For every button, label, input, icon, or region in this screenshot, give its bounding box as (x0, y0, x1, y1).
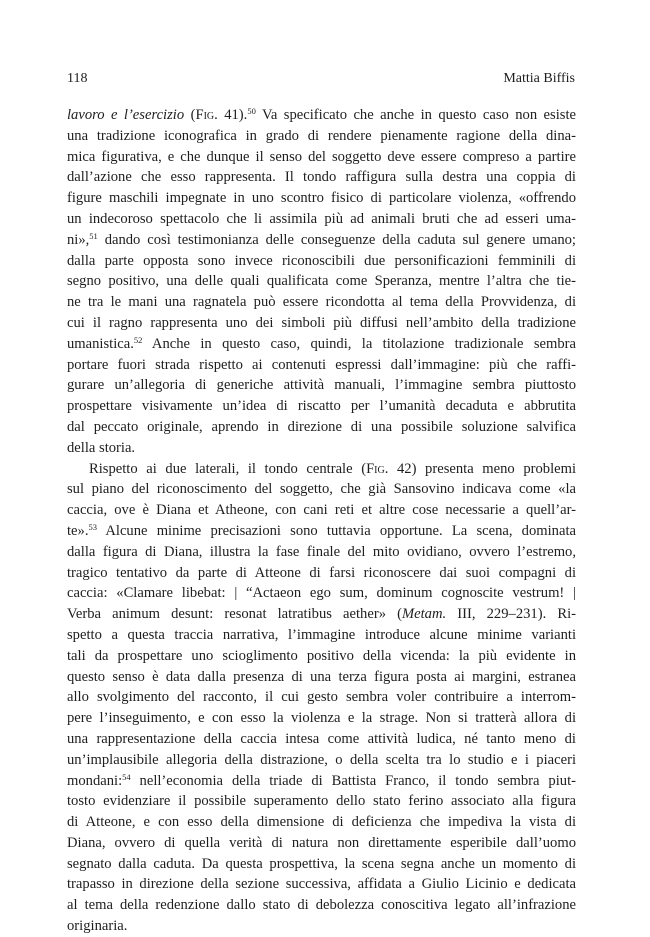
text-line (67, 833, 576, 854)
text-run: cui il ragno rappresenta uno dei simboli più diffusi nell’ambito della tradizione (67, 314, 576, 331)
text-line (67, 479, 576, 500)
text-line (67, 105, 576, 126)
text-run: III, 229–231). Ri- (446, 606, 576, 623)
italic-text: lavoro e l’esercizio (67, 107, 185, 123)
text-run: dalla figura di Diana, illustra la fase finale del mito ovidiano, ovvero l’estremo, (67, 543, 576, 560)
text-line (67, 230, 576, 251)
text-run: dall’azione che esso rappresenta. Il tondo raffigura sulla destra una coppia di (67, 169, 576, 186)
text-run: tali da prospettare uno scioglimento positivo della vicenda: la più evidente in (67, 647, 576, 664)
running-head-author: Mattia Biffis (503, 71, 575, 86)
footnote-marker: 54 (122, 771, 131, 782)
text-line (67, 563, 576, 584)
text-line (67, 521, 576, 542)
text-run: sul piano del riconoscimento del soggetto, che già Sansovino indicava come «la (67, 481, 576, 498)
text-run: trapasso in direzione della sezione successiva, affidata a Giulio Licinio e dedicata (67, 876, 576, 893)
footnote-marker: 51 (89, 230, 98, 241)
text-run: umanistica. (67, 335, 134, 352)
text-line (67, 729, 576, 750)
text-run: Rispetto ai due laterali, il tondo centrale ( (89, 460, 367, 477)
paragraph (67, 459, 576, 937)
text-run: segno positivo, una delle quali qualificata come Speranza, mentre l’altra che tie- (67, 273, 576, 290)
text-line (67, 375, 576, 396)
text-line (67, 750, 576, 771)
text-run: caccia, ove è Diana et Atheone, con cani reti et altre cose necessarie a quell’ar- (67, 502, 576, 519)
text-line (67, 355, 576, 376)
text-line (67, 812, 576, 833)
footnote-marker: 52 (133, 334, 143, 345)
text-run: della storia. (67, 439, 136, 456)
text-line (67, 167, 576, 188)
text-run: allo svolgimento del racconto, il cui gesto sembra voler contribuire a interrom- (67, 689, 576, 706)
body-text (67, 105, 576, 937)
text-run: di Atteone, e con esso della dimensione di deficienza che impediva la vista di (67, 814, 576, 831)
text-run: mica figurativa, e che dunque il senso del soggetto deve essere compreso a partire (67, 148, 576, 165)
text-line (67, 687, 576, 708)
footnote-marker: 50 (247, 106, 256, 116)
footnote-marker: 53 (88, 521, 97, 532)
italic-text: Metam. (401, 606, 447, 623)
text-line (67, 396, 576, 417)
text-line (67, 916, 576, 937)
text-run: questo senso è data dalla presenza di una terza figura posta ai margini, estranea (67, 668, 576, 685)
text-run: prospettare visivamente un’idea di riscatto per l’umanità decaduta e abbrutita (67, 398, 576, 415)
text-line (67, 625, 576, 646)
text-line (67, 583, 576, 604)
text-run: originaria. (67, 918, 128, 935)
text-line (67, 604, 576, 625)
text-run: spetto a questa traccia narrativa, l’immagine introduce alcune minime varianti (67, 626, 576, 643)
text-run: dalla parte opposta sono invece riconoscibili due personificazioni femminili di (67, 252, 576, 269)
text-line (67, 791, 576, 812)
text-line (67, 854, 576, 875)
text-run: dal peccato originale, aprendo in direzione di una possibile soluzione salvifica (67, 418, 576, 435)
text-run: Diana, ovvero di quella verità di natura non direttamente esperibile dall’uomo (67, 834, 576, 851)
text-run: mondani: (67, 772, 123, 789)
text-run: gurare un’allegoria di generiche attività manuali, l’immagine sembra piuttosto (67, 377, 576, 394)
text-run: nell’economia della triade di Battista Franco, il tondo sembra piut- (130, 772, 576, 789)
text-line (67, 209, 576, 230)
text-run: tosto evidenziare il possibile superamento dello stato ferino associato alla figura (67, 793, 576, 810)
text-line (67, 667, 576, 688)
text-run: Anche in questo caso, quindi, la titolazione tradizionale sembra (142, 335, 576, 352)
text-line (67, 334, 576, 355)
text-run: portare fuori strada rispetto ai contenuti espressi dall’immagine: più che raffi- (67, 356, 576, 373)
text-run: Va specificato che anche in questo caso non esiste (255, 107, 576, 123)
text-run: tragico tentativo da parte di Atteone di farsi riconoscere dai suoi compagni di (67, 564, 576, 581)
figure-reference: Fig. (366, 460, 389, 477)
text-line (67, 188, 576, 209)
text-run: figure maschili impegnate in uno scontro fisico di particolare violenza, «offrendo (67, 190, 576, 207)
text-run: Verba animum desunt: resonat latratibus aether» ( (67, 606, 402, 623)
text-run: una rappresentazione della caccia intesa come attività ludica, né tanto meno di (67, 730, 576, 747)
text-run: al tema della redenzione dallo stato di debolezza conoscitiva legato all’infrazione (67, 897, 576, 914)
paragraph (67, 105, 576, 459)
text-run: 41). (217, 107, 248, 123)
text-run: ne tra le mani una ragnatela può essere ricondotta al tema della Provvidenza, di (67, 294, 576, 311)
text-line (67, 417, 576, 438)
text-line (67, 874, 576, 895)
text-line (67, 313, 576, 334)
text-line (67, 771, 576, 792)
text-run: segnato dalla caduta. Da questa prospettiva, la scena segna anche un momento di (67, 855, 576, 872)
text-line (67, 542, 576, 563)
text-run: pere l’inseguimento, e con esso la violenza e la strage. Non si tratterà allora di (67, 710, 576, 727)
text-run: dando così testimonianza delle conseguenze della caduta sul genere umano; (97, 231, 576, 248)
text-run: te». (67, 522, 89, 539)
text-line (67, 126, 576, 147)
text-run: caccia: «Clamare libebat: | “Actaeon ego sum, dominum cognoscite vestrum! | (67, 585, 576, 602)
text-line (67, 438, 576, 459)
text-run: un indecoroso spettacolo che li assimila più ad animali bruti che ad esseri uma- (67, 210, 576, 227)
text-line (67, 292, 576, 313)
text-line (67, 251, 576, 272)
text-line (67, 271, 576, 292)
text-run: 42) presenta meno problemi (388, 460, 577, 477)
page-number: 118 (67, 71, 88, 86)
text-run: ni», (67, 231, 90, 248)
text-line (67, 500, 576, 521)
figure-reference: Fig. (195, 107, 218, 123)
text-line (67, 895, 576, 916)
text-run: un’implausibile allegoria della distrazione, o della scelta tra lo studio e i piaceri (67, 751, 576, 768)
text-line (67, 646, 576, 667)
text-line (67, 147, 576, 168)
text-run: una tradizione iconografica in grado di rendere pienamente ragione della dina- (67, 127, 576, 144)
text-line (67, 708, 576, 729)
text-run: ( (184, 107, 196, 123)
text-line (67, 459, 576, 480)
text-run: Alcune minime precisazioni sono tuttavia opportune. La scena, dominata (96, 522, 576, 539)
